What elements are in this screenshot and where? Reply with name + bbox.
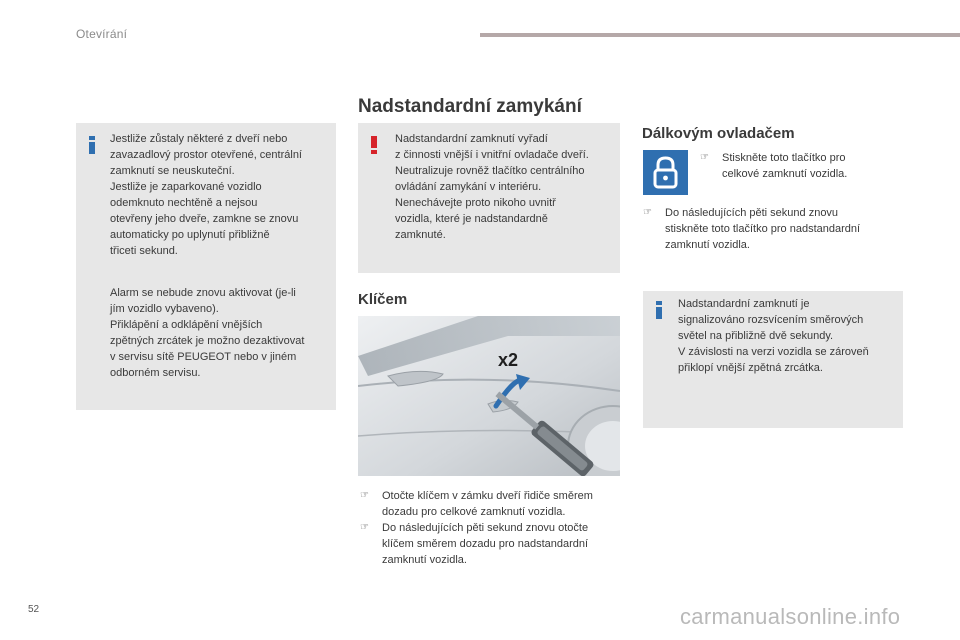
right-info-box (643, 291, 903, 428)
info-icon (656, 301, 662, 319)
car-door-key-photo (358, 316, 620, 476)
warning-text: Nadstandardní zamknutí vyřadí z činnosti vnější i vnitřní ovladače dveří. Neutralizuje rovněž tlačítko centrálního ovládání zamykání v interiéru. Nenechávejte proto nikoho uvnitř vozidla, které je nadstandardně zamknuté. (395, 133, 589, 241)
watermark: carmanualsonline.info (680, 604, 901, 629)
pointing-hand-icon: ☞ (360, 490, 369, 501)
list-item: ☞ Otočte klíčem v zámku dveří řidiče směrem dozadu pro celkové zamknutí vozidla. (360, 490, 593, 518)
warning-box (358, 123, 620, 273)
pointing-hand-icon: ☞ (643, 207, 652, 218)
key-instructions (360, 488, 624, 568)
remote-step-2: ☞ Do následujících pěti sekund znovu stiskněte toto tlačítko pro nadstandardní zamknutí vozidla. (643, 207, 861, 251)
list-item: ☞ Do následujících pěti sekund znovu otočte klíčem směrem dozadu pro nadstandardní zamknutí vozidla. (360, 522, 589, 566)
page-title: Nadstandardní zamykání (358, 96, 582, 117)
header-bar (480, 33, 960, 37)
padlock-icon (643, 150, 688, 195)
warning-icon (371, 136, 377, 154)
pointing-hand-icon: ☞ (360, 522, 369, 533)
turn-twice-label: x2 (498, 350, 519, 370)
info-icon (89, 136, 95, 154)
right-info-text: Nadstandardní zamknutí je signalizováno rozsvícením směrových světel na přibližně dvě sekundy. V závislosti na verzi vozidla se zároveň přiklopí vnější zpětná zrcátka. (678, 298, 869, 374)
remote-heading: Dálkovým ovladačem (642, 125, 795, 142)
remote-step-1: ☞ Stiskněte toto tlačítko pro celkové zamknutí vozidla. (700, 152, 848, 180)
left-info-box (76, 123, 336, 410)
left-note-1: Jestliže zůstaly některé z dveří nebo zavazadlový prostor otevřené, centrální zamknutí se neuskuteční. Jestliže je zaparkované vozidlo odemknuto nechtěně a nejsou otevřeny jeho dveře, zamkne se znovu automaticky po uplynutí přibližně třiceti sekund. (110, 133, 302, 257)
left-note-2: Alarm se nebude znovu aktivovat (je-li jím vozidlo vybaveno). Přiklápění a odklápění vnějších zpětných zrcátek je možno dezaktivovat v servisu sítě PEUGEOT nebo v jiném odborném servisu. (110, 287, 305, 379)
section-label: Otevírání (76, 27, 128, 41)
car-door-illustration (358, 316, 620, 476)
pointing-hand-icon: ☞ (700, 152, 709, 163)
key-heading: Klíčem (358, 291, 408, 308)
page-number: 52 (28, 604, 40, 615)
